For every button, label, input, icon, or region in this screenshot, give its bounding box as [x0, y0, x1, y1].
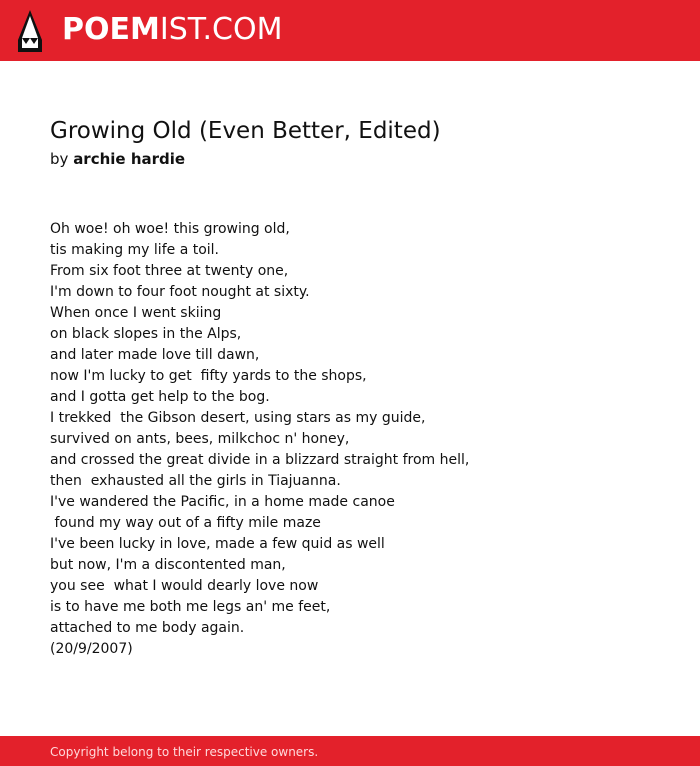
- by-label: by: [50, 150, 69, 168]
- poem-line: now I'm lucky to get fifty yards to the shops,: [50, 368, 367, 384]
- poem-line: on black slopes in the Alps,: [50, 326, 242, 342]
- poem-line: then exhausted all the girls in Tiajuanna.: [50, 473, 341, 489]
- poem-line: (20/9/2007): [50, 641, 133, 657]
- author-name[interactable]: archie hardie: [73, 150, 186, 168]
- poem-line: I've wandered the Pacific, in a home made canoe: [50, 494, 395, 510]
- poem-line: you see what I would dearly love now: [50, 578, 319, 594]
- copyright-text: Copyright belong to their respective owners.: [50, 745, 319, 759]
- poem-line: I'm down to four foot nought at sixty.: [50, 284, 310, 300]
- poem-line: is to have me both me legs an' me feet,: [50, 599, 331, 615]
- poem-line: I trekked the Gibson desert, using stars as my guide,: [50, 410, 426, 426]
- poem-line: but now, I'm a discontented man,: [50, 557, 286, 573]
- poem-line: survived on ants, bees, milkchoc n' honey,: [50, 431, 350, 447]
- poem-line: Oh woe! oh woe! this growing old,: [50, 221, 290, 237]
- site-logo-link[interactable]: [62, 12, 282, 48]
- brand-name-light: IST.COM: [159, 12, 283, 47]
- brand-name-strong: POEM: [62, 12, 160, 47]
- poem-title: Growing Old (Even Better, Edited): [50, 118, 441, 144]
- pencil-tip-icon[interactable]: [18, 10, 42, 52]
- poem-line: and later made love till dawn,: [50, 347, 260, 363]
- site-header: [0, 0, 700, 61]
- poem-body: [50, 219, 670, 660]
- poem-line: I've been lucky in love, made a few quid as well: [50, 536, 385, 552]
- byline: [50, 148, 185, 170]
- poem-line: tis making my life a toil.: [50, 242, 220, 258]
- poem-line: When once I went skiing: [50, 305, 222, 321]
- poem-line: From six foot three at twenty one,: [50, 263, 289, 279]
- poem-line: and I gotta get help to the bog.: [50, 389, 270, 405]
- poem-line: and crossed the great divide in a blizzard straight from hell,: [50, 452, 470, 468]
- poem-line: found my way out of a fifty mile maze: [50, 515, 321, 531]
- poem-line: attached to me body again.: [50, 620, 245, 636]
- site-footer: [0, 736, 700, 766]
